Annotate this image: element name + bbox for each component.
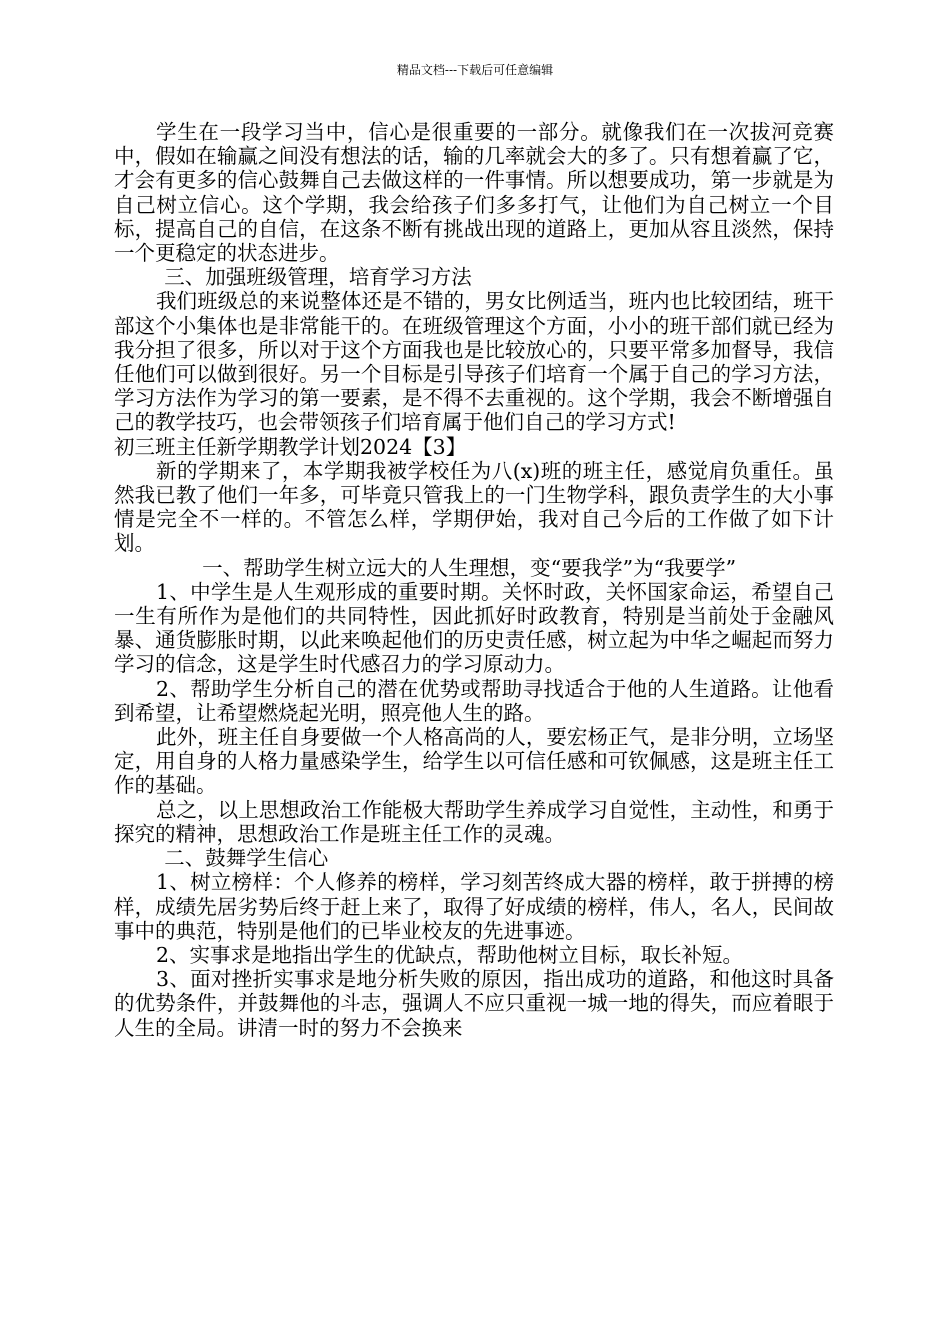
document-title-plan-3: 初三班主任新学期教学计划2024【3】 xyxy=(114,434,467,459)
paragraph-item-1-role-models: 1、树立榜样：个人修养的榜样，学习刻苦终成大器的榜样，敢于拼搏的榜样，成绩先居劣势后终于赶上来了，取得了好成绩的榜样，伟人，名人，民间故事中的典范，特别是他们的已毕业校友的先进事迹。 xyxy=(114,870,834,943)
section-heading-life-ideals: 一、帮助学生树立远大的人生理想，变“要我学”为“我要学” xyxy=(202,555,737,580)
paragraph-confidence: 学生在一段学习当中，信心是很重要的一部分。就像我们在一次拔河竞赛中，假如在输赢之间没有想法的话，输的几率就会大的多了。只有想着赢了它，才会有更多的信心鼓舞自己去做这样的一件事情。所以想要成功，第一步就是为自己树立信心。这个学期，我会给孩子们多多打气，让他们为自己树立一个目标，提高自己的自信，在这条不断有挑战出现的道路上，更加从容且淡然，保持一个更稳定的状态进步。 xyxy=(114,120,834,266)
section-heading-encourage-confidence: 二、鼓舞学生信心 xyxy=(164,846,329,871)
paragraph-summary: 总之，以上思想政治工作能极大帮助学生养成学习自觉性，主动性，和勇于探究的精神，思想政治工作是班主任工作的灵魂。 xyxy=(114,797,834,846)
paragraph-item-2-strengths-weaknesses: 2、实事求是地指出学生的优缺点，帮助他树立目标，取长补短。 xyxy=(156,942,744,967)
paragraph-class-management: 我们班级总的来说整体还是不错的，男女比例适当，班内也比较团结，班干部这个小集体也是非常能干的。在班级管理这个方面，小小的班干部们就已经为我分担了很多，所以对于这个方面我也是比较放心的，只要平常多加督导，我信任他们可以做到很好。另一个目标是引导孩子们培育一个属于自己的学习方法，学习方法作为学习的第一要素，是不得不去重视的。这个学期，我会不断增强自己的教学技巧，也会带领孩子们培育属于他们自己的学习方式! xyxy=(114,289,834,435)
paragraph-item-1-outlook: 1、中学生是人生观形成的重要时期。关怀时政，关怀国家命运，希望自己一生有所作为是他们的共同特性，因此抓好时政教育，特别是当前处于金融风暴、通货膨胀时期，以此来唤起他们的历史责任感，树立起为中华之崛起而努力学习的信念，这是学生时代感召力的学习原动力。 xyxy=(114,579,834,677)
page-header-note: 精品文档---下载后可任意编辑 xyxy=(396,63,554,77)
paragraph-teacher-character: 此外，班主任自身要做一个人格高尚的人，要宏杨正气，是非分明，立场坚定，用自身的人格力量感染学生，给学生以可信任感和可钦佩感，这是班主任工作的基础。 xyxy=(114,725,834,798)
paragraph-item-2-strengths: 2、帮助学生分析自己的潜在优势或帮助寻找适合于他的人生道路。让他看到希望，让希望燃烧起光明，照亮他人生的路。 xyxy=(114,676,834,725)
section-heading-class-management: 三、加强班级管理，培育学习方法 xyxy=(164,265,472,290)
paragraph-new-semester: 新的学期来了，本学期我被学校任为八(x)班的班主任，感觉肩负重任。虽然我已教了他们一年多，可毕竟只管我上的一门生物学科，跟负责学生的大小事情是完全不一样的。不管怎么样，学期伊始，我对自己今后的工作做了如下计划。 xyxy=(114,458,834,556)
document-body xyxy=(114,120,834,1040)
paragraph-item-3-setbacks: 3、面对挫折实事求是地分析失败的原因，指出成功的道路，和他这时具备的优势条件，并鼓舞他的斗志，强调人不应只重视一城一地的得失，而应着眼于人生的全局。讲清一时的努力不会换来 xyxy=(114,967,834,1040)
